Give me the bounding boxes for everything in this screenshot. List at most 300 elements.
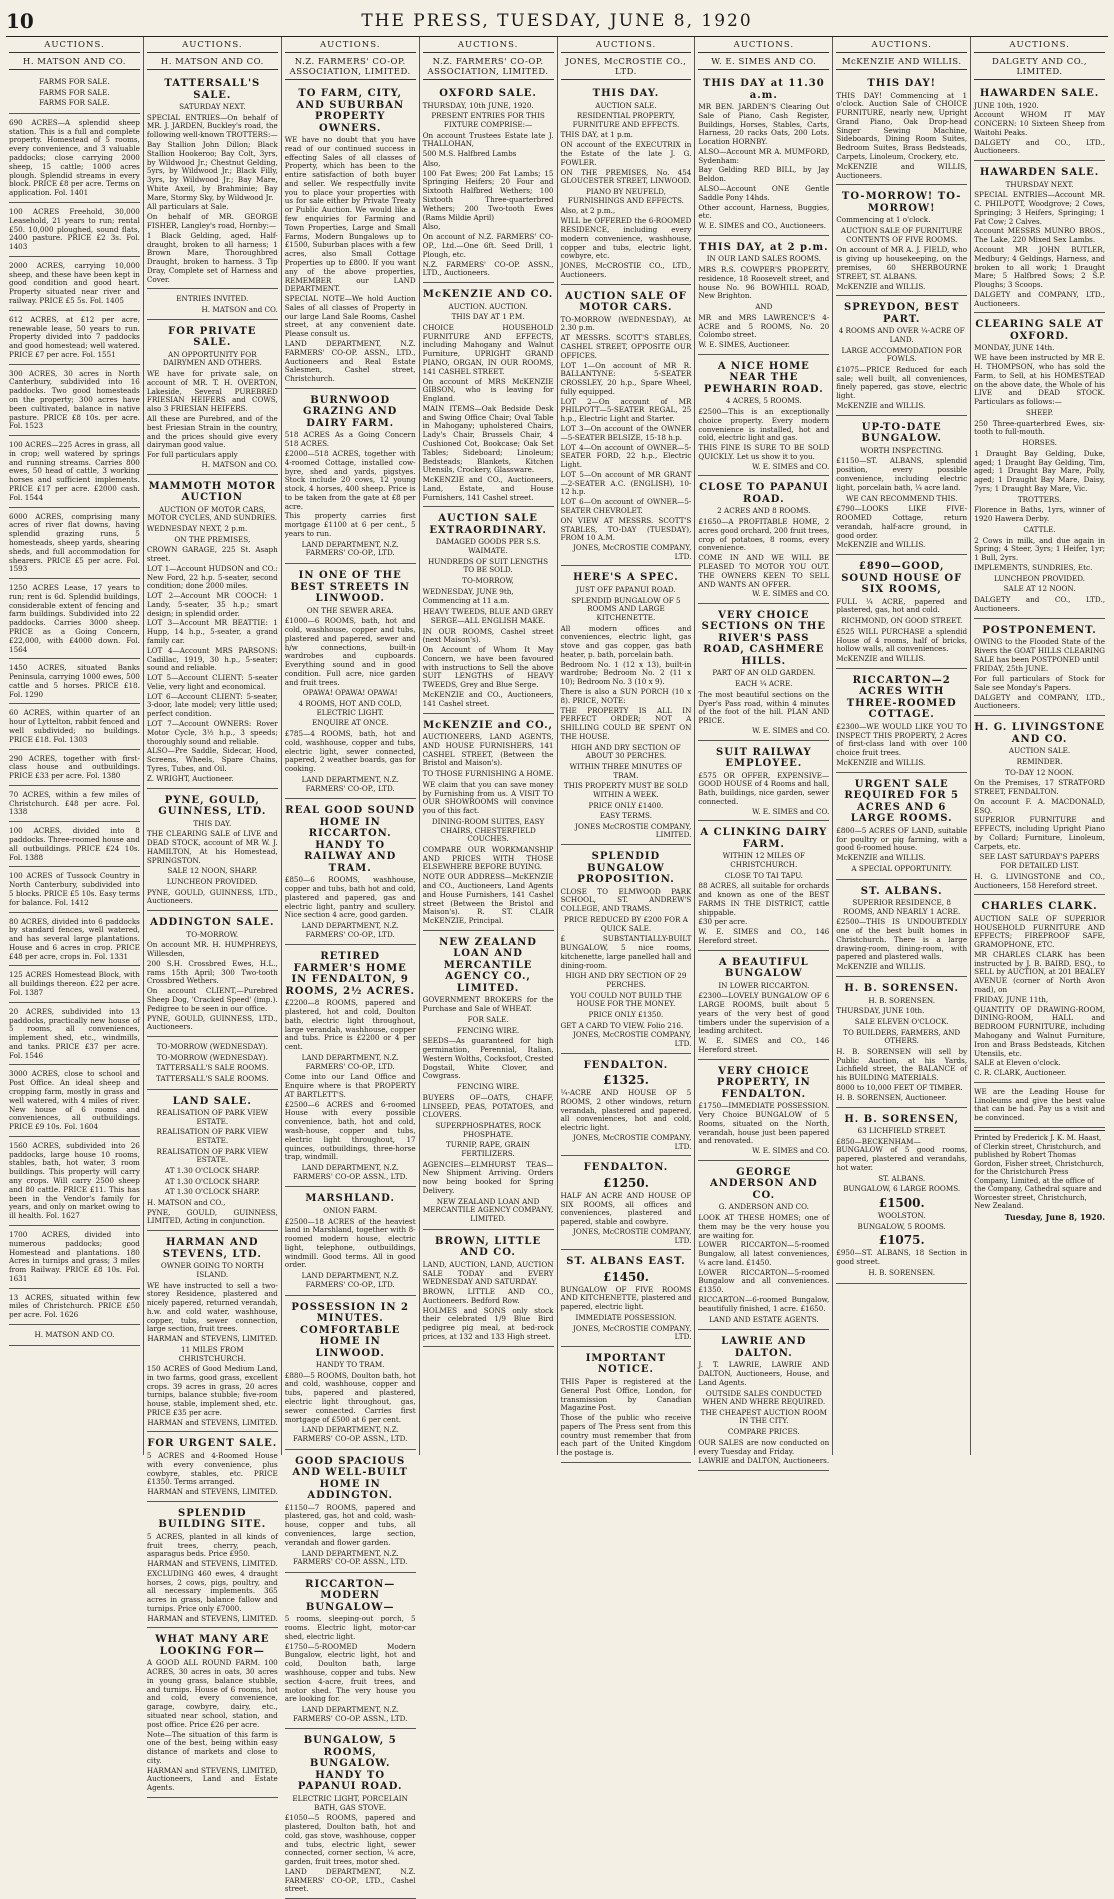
advertisement-text: 100 ACRES Freehold, 30,000 Leasehold, 21 years to run; rental £50. 10,000 ploughed, sound flats, 2400 pasture. PRICE £2 3s. Fol. 1403	[9, 206, 140, 252]
advertisement-subheading: OWNER GOING TO NORTH ISLAND.	[160, 1261, 264, 1279]
auctioneer-signature: JONES, McCROSTIE COMPANY, LTD.	[573, 1323, 692, 1342]
advertisement-title: CLOSE TO PAPANUI ROAD.	[699, 482, 829, 505]
advertisement-subheading: REALISATION OF PARK VIEW ESTATE.	[156, 1146, 269, 1165]
advertisement-text: PYNE, GOULD, GUINNESS, LTD., Auctioneers.	[146, 1013, 278, 1032]
advertisement	[9, 367, 140, 436]
advertisement-subheading: HANDY TO TRAM.	[315, 1360, 385, 1370]
advertisement-text: LAWRIE and DALTON, Auctioneers.	[698, 1456, 830, 1466]
advertisement-text: IN OUR ROOMS, Cashel street (next Maison's).	[422, 626, 554, 645]
advertisement-title: LAWRIE AND DALTON.	[721, 1336, 807, 1359]
advertisement-text: H. B. SORENSEN, Auctioneer.	[836, 1092, 947, 1102]
advertisement-text: £1150—ST. ALBANS, splendid position, every possible convenience, including electric light, porcelain bath, ¼ acre land.	[836, 456, 968, 492]
advertisement	[285, 1575, 416, 1730]
advertisement-text: Also,	[422, 222, 441, 232]
advertisement-text: CROWN GARAGE, 225 St. Asaph street.	[146, 545, 278, 563]
advertisement-subheading: THIS DAY AT 1 P.M.	[451, 312, 525, 322]
advertisement-subheading: PRICE REDUCED BY £200 FOR A QUICK SALE.	[563, 914, 688, 933]
advertisement-subheading: LAND DEPARTMENT, N.Z. FARMERS' CO-OP., LTD.	[301, 539, 399, 558]
advertisement	[836, 557, 967, 669]
advertisement-text: 1250 ACRES Lease, 17 years to run; rent is 6d. Splendid buildings, considerable extent of fencing and farm buildings. Subdivided into 22 paddocks. Carries 3000 sheep. PRICE as a Going Concern, £22,000, with £4000 down. Fol. 1564	[9, 583, 140, 654]
advertisement-text: Bedroom No. 1 (12 x 13), built-in wardrobe; Bedroom No. 2 (11 x 10); Bedroom No. 3 (10 x 9).	[560, 659, 692, 687]
advertisement-text: McKENZIE and WILLIS.	[836, 853, 926, 863]
auctioneer-signature: JONES, McCROSTIE COMPANY, LTD.	[573, 543, 692, 561]
advertisement-subheading: H. B. SORENSEN.	[868, 995, 936, 1005]
advertisement-subheading: AUCTION SALE.	[1008, 746, 1071, 756]
advertisement-title: THIS DAY.	[592, 88, 660, 99]
advertisement	[9, 706, 140, 749]
advertisement-title: NEW ZEALAND LOAN AND MERCANTILE AGENCY CO., LIMITED.	[439, 936, 537, 994]
advertisement-text: For full particulars of Stock for Sale see Monday's Papers.	[974, 674, 1105, 692]
advertisement-subheading: YOU COULD NOT BUILD THE HOUSE FOR THE MONEY.	[570, 990, 682, 1009]
advertisement-title: ST. ALBANS.	[860, 885, 943, 897]
advertisement-subheading: LAND DEPARTMENT, N.Z. FARMERS' CO-OP. ASSN., LTD.	[292, 1548, 408, 1567]
advertisement-text: 2000 ACRES, carrying 10,000 sheep, and these have been kept in good condition and good heart. Property situated near river and railway. PRICE £5 5s. Fol. 1405	[9, 260, 140, 305]
advertisement-subheading: EASY TERMS.	[599, 811, 653, 821]
advertisement-text: DALGETY and COMPANY, LTD., Auctioneers.	[974, 289, 1105, 308]
advertisement-text: 150 ACRES of Good Medium Land, in two farms, good grass, excellent crops. 39 acres in grass, 20 acres turnips, balance stubble; five-room house, stable, implement shed, etc. PRICE £35 per acre.	[146, 1364, 278, 1418]
advertisement-subheading: ON THE SEWER AREA.	[306, 605, 394, 615]
advertisement-text: 100 Fat Ewes; 200 Fat Lambs; 15 Springing Heifers; 20 Four and Sixtooth Halfbred Wethers; 100 Sixtooth Three-quarterbred Wethers; 200 Two-tooth Ewes (Rams Mildie April)	[422, 168, 554, 222]
advertisement-text: PYNE, GOULD, GUINNESS, LTD., Auctioneers.	[146, 887, 278, 906]
advertisement-text: 5 ACRES and 4-Roomed House with every convenience, plus cowbyre, stables, etc. PRICE £1350. Terms arranged.	[146, 1450, 278, 1487]
advertisement-subheading: AUCTION SALE OF FURNITURE CONTENTS OF FIVE ROOMS.	[840, 226, 963, 244]
auctioneer-signature: HARMAN and STEVENS, LIMITED.	[147, 1559, 278, 1569]
advertisement-text: BUYERS OF—OATS, CHAFF, LINSEED, PEAS, POTATOES, and CLOVERS.	[422, 1092, 554, 1120]
advertisement-text: 100 ACRES of Tussock Country in North Canterbury, subdivided into 5 blocks. PRICE £5 10s. Easy terms for balance. Fol. 1412	[9, 871, 140, 907]
advertisement-text: LAND DEPARTMENT, N.Z. FARMERS' CO-OP., LTD., Cashel street.	[284, 1866, 416, 1894]
advertisement-title: TATTERSALL'S SALE.	[164, 78, 261, 101]
advertisement-text: SUPERIOR FURNITURE and EFFECTS, including Upright Piano by Collard; Furniture, Linoleum, Carpets, etc.	[974, 815, 1105, 851]
advertisement	[698, 1332, 829, 1471]
advertisement-subheading: 4 ROOMS AND OVER ¼-ACRE OF LAND.	[838, 326, 965, 344]
advertisement-subheading: A SPECIAL OPPORTUNITY.	[851, 863, 953, 873]
advertisement-text: All these are Purebred, and of the best Friesian Strain in the country, and the prices should give every dairyman good value.	[146, 413, 278, 450]
advertisement-text: LOT 4—Account MRS PARSONS: Cadillac, 1919, 30 h.p., 5-seater; sound and reliable.	[146, 645, 278, 673]
advertisement-text: 518 ACRES As a Going Concern 518 ACRES.	[284, 430, 416, 449]
advertisement-title: H. B. SORENSEN.	[844, 983, 960, 995]
advertisement	[147, 1092, 278, 1232]
price-figure: £1075.	[878, 1233, 925, 1248]
advertisement-text: GOVERNMENT BROKERS for the Purchase and Sale of WHEAT.	[422, 995, 554, 1014]
advertisement-subheading: FARMS FOR SALE.	[39, 87, 110, 97]
advertisement	[974, 621, 1105, 717]
advertisement	[836, 882, 967, 977]
advertisement-subheading: 4 ROOMS, HOT AND COLD, ELECTRIC LIGHT.	[298, 699, 402, 717]
advertisement-text: 5 rooms, sleeping-out porch, 5 rooms. Electric light, motor-car shed, electric light.	[284, 1614, 416, 1641]
advertisement-subheading: DAMAGED GOODS PER S.S. WAIMATE.	[435, 537, 541, 556]
advertisement	[423, 509, 554, 713]
advertisement-text: WE claim that you can save money by Furnishing from us. A VISIT TO OUR SHOWROOMS will convince you of this fact.	[422, 779, 554, 816]
advertisement-text: EXCLUDING 460 ewes, 4 draught horses, 2 cows, pigs, poultry, and all necessary implements. 365 acres in grass, balance fallow and turnips. Price only £7000.	[146, 1568, 278, 1613]
advertisement-subheading: ST. ALBANS.	[878, 1173, 926, 1183]
advertisement-text: SEEDS—As guaranteed for high germination, Perennial, Italian, Western Wolths, Cocksfoot, Crested Dogstail, White Clover, and Cowgrass.	[422, 1036, 554, 1081]
advertisement-title: BROWN, LITTLE AND CO.	[435, 1235, 542, 1259]
advertisement-text: IMPLEMENTS, SUNDRIES, Etc.	[974, 562, 1093, 572]
advertisement-title: SPLENDID BUILDING SITE.	[158, 1507, 267, 1531]
advertisement-text: LOT 5—Account CLIENT: 5-seater Velie, very light and economical.	[146, 673, 278, 691]
advertisement-text: LAND, AUCTION, LAND, AUCTION SALE TODAY and EVERY WEDNESDAY AND SATURDAY.	[422, 1259, 554, 1287]
advertisement-text: Account MR JOHN BUTLER, Medbury; 4 Geldings, Harness, and broken to all work; 1 Draught Mare; 5 Halfbred Sows; 2 S.P. Ploughs; 3 Scoops.	[974, 245, 1105, 290]
advertisement-subheading: WE CAN RECOMMEND THIS.	[845, 493, 958, 503]
advertisement-subheading: 11 MILES FROM CHRISTCHURCH.	[178, 1344, 246, 1363]
advertisement	[836, 298, 967, 415]
masthead	[6, 6, 1108, 37]
advertisement-title: URGENT SALE REQUIRED FOR 5 ACRES AND 6 LARGE ROOMS.	[844, 778, 960, 825]
advertisement-subheading: LAND DEPARTMENT, N.Z. FARMERS' CO-OP., LTD.	[301, 774, 399, 793]
advertisement-title: CHARLES CLARK.	[981, 901, 1098, 913]
advertisement-text: AT MESSRS. SCOTT'S STABLES, CASHEL STREET, OPPOSITE OUR OFFICES.	[560, 333, 692, 360]
advertisement-text: On account CLIENT,—Purebred Sheep Dog, 'Cracked Speed' (imp.). Pedigree to be seen in our office.	[146, 986, 278, 1013]
advertisement	[561, 568, 692, 845]
advertisement	[423, 933, 554, 1230]
advertisement-text: TO-MORROW (WEDNESDAY), At 2.30 p.m.	[560, 314, 692, 333]
advertisement-title: MAMMOTH MOTOR AUCTION	[148, 480, 276, 503]
advertisement-subheading: LAND DEPARTMENT, N.Z. FARMERS' CO-OP., LTD.	[301, 1053, 399, 1071]
advertisement-subheading: CATTLE.	[1023, 524, 1056, 534]
advertisement-text: PYNE, GOULD, GUINNESS, LIMITED, Acting in conjunction.	[146, 1207, 278, 1226]
advertisement-text: Account MESSRS MUNRO BROS., The Lake, 220 Mixed Sex Lambs.	[974, 226, 1105, 245]
advertisement-title: FENDALTON.	[583, 1059, 669, 1071]
advertisement-title: OXFORD SALE.	[439, 88, 537, 99]
price-figure: £1450.	[602, 1269, 649, 1284]
advertisement-subheading: PIANO BY NEUFELD, FURNISHINGS AND EFFECTS.	[567, 187, 684, 205]
advertisement-subheading: FOR SALE.	[467, 1014, 509, 1024]
advertisement-text: Those of the public who receive papers of The Press sent from this country must remember that from each part of the United Kingdom the postage is.	[560, 1413, 692, 1458]
advertisement-title: THIS DAY, at 2 p.m.	[699, 241, 829, 253]
advertisement-text: 20 ACRES, subdivided into 13 paddocks, practically new house of 5 rooms, all conveniences, implement shed, etc., windmills, and tanks. PRICE £37 per acre. Fol. 1546	[9, 1006, 140, 1060]
advertisement-subheading: LAND DEPARTMENT, N.Z. FARMERS' CO-OP. ASSN., LTD.	[292, 1705, 408, 1723]
advertisement-title: ADDINGTON SALE.	[150, 917, 275, 929]
column-heading: AUCTIONS.	[836, 37, 967, 53]
advertisement-text: LOT 6—On account of OWNER—5-SEATER CHEVROLET.	[560, 497, 692, 516]
advertisement-subheading: TO-MORROW.	[186, 929, 239, 939]
advertisement-subheading: ON THE PREMISES,	[174, 534, 251, 544]
advertisement-text: SPECIAL ENTRIES—On behalf of MR. J. JARDEN, Buckley's road, the following well-known TROTTERS:—	[146, 112, 278, 140]
advertisement-text: 1 Black Gelding, aged, Half-draught, broken to all harness; 1 Brown Mare, Thoroughbred Draught, broken to harness. 3 Tip Dray, Complete set of Harness and Cover.	[146, 230, 278, 284]
advertisement-subheading: OUTSIDE SALES CONDUCTED WHEN AND WHERE REQUIRED.	[702, 1388, 826, 1407]
column-5	[558, 37, 696, 1458]
advertisement-subheading: AN OPPORTUNITY FOR DAIRYMEN AND OTHERS.	[162, 349, 262, 368]
advertisement-subheading: OPAWA! OPAWA! OPAWA!	[302, 688, 398, 698]
advertisement-title: ST. ALBANS EAST.	[566, 1256, 686, 1268]
imprint-date: Tuesday, June 8, 1920.	[1004, 1211, 1105, 1222]
advertisement-text: WE have no doubt that you have read of our continued success in effecting Sales of all classes of Property, which has been to the entire satisfaction of both buyer and seller. We respectfully invite you to place your properties with us for sale either by Private Treaty or Public Auction. We would like a few enquiries for Farming and Town Properties, Large and Small Farms, Modern Bungalows up to £1500, Suburban places with a few acres, also Small Cottage Properties up to £800. If you want any of the above properties, REMEMBER our LAND DEPARTMENT.	[284, 135, 416, 294]
advertisement-text: £950—ST. ALBANS, 18 Section in good street.	[836, 1248, 968, 1267]
advertisement-text: Account WHOM IT MAY CONCERN: 10 Sixteen Sheep from Waitohi Peaks.	[974, 110, 1105, 137]
advertisement	[974, 315, 1105, 618]
advertisement-text: £2300—WE WOULD LIKE YOU TO INSPECT THIS PROPERTY, 2 Acres of first-class land with over 100 choice fruit trees.	[836, 721, 968, 758]
auctioneer-signature: JONES, McCROSTIE COMPANY, LTD.	[573, 1133, 692, 1151]
auctioneer-signature: HARMAN and STEVENS, LIMITED.	[147, 1417, 278, 1427]
page-number: 10	[6, 9, 34, 33]
advertisement-subheading: WITHIN THREE MINUTES OF TRAM.	[569, 761, 683, 780]
advertisement	[147, 1039, 278, 1090]
advertisement	[9, 968, 140, 1002]
advertisement	[423, 716, 554, 931]
advertisement-subheading: EACH ¼ ACRE.	[735, 679, 793, 689]
advertisement-title: HAWARDEN SALE.	[979, 88, 1100, 99]
advertisement-text: For full particulars apply	[146, 450, 238, 460]
advertisement	[561, 84, 692, 285]
advertisement-title: HAWARDEN SALE.	[979, 167, 1100, 179]
advertisement-subheading: SATURDAY NEXT.	[179, 102, 246, 111]
advertisement-text: ALSO—Pre Saddle, Sidecar, Hood, Screens, Wheels, Spare Chains, Tyres, Tubes, and Oil.	[146, 746, 278, 773]
advertisement-text: All modern offices and conveniences, electric light, gas stove and gas copper, gas bath heater, p. bath, porcelain bath.	[560, 623, 692, 659]
auctioneer-signature: HARMAN and STEVENS, LIMITED.	[147, 1613, 278, 1623]
advertisement-subheading: THIS DAY.	[193, 818, 232, 828]
advertisement-text: MR and MRS LAWRENCE'S 4-ACRE and 5 ROOMS, No. 20 Colombo street.	[698, 312, 830, 340]
advertisement-text: GET A CARD TO VIEW. Folio 216.	[560, 1020, 684, 1030]
advertisement	[698, 478, 829, 604]
advertisement	[9, 581, 140, 659]
advertisement-text: W. E. SIMES and CO., Auctioneers.	[698, 221, 826, 231]
advertisement-text: Also,	[422, 158, 441, 168]
advertisement	[836, 418, 967, 555]
advertisement-text: 250 Three-quarterbred Ewes, six-tooth to full-mouth.	[974, 418, 1105, 437]
advertisement-text: £525 WILL PURCHASE a splendid House of 4 rooms, half of bricks, hollow walls, all conveniences.	[836, 626, 968, 654]
advertisement-text: 88 ACRES, all suitable for orchards and known as one of the BEST FARMS IN THE DISTRICT, cattle shippable.	[698, 881, 830, 917]
advertisement-text: LOT 2—Account MR COOCH: 1 Landy, 5-seater, 35 h.p.; smart design; in splendid order.	[146, 591, 278, 618]
advertisement-text: ALSO—Account ONE Gentle Saddle Pony 14hds.	[698, 184, 830, 202]
advertisement	[285, 1452, 416, 1573]
advertisement-text: 5 ACRES, planted in all kinds of fruit trees, cherry, peach, asparagus beds. Price £950.	[146, 1531, 278, 1559]
advertisement-subheading: FENCING WIRE.	[456, 1025, 520, 1035]
advertisement-text: McKENZIE and CO., Auctioneers, 141 Cashel street.	[422, 689, 554, 708]
advertisement-text: LOT 3—On account of the OWNER—5-SEATER BELSIZE, 15-18 h.p.	[560, 424, 692, 442]
advertisement-text: 300 ACRES, 30 acres in North Canterbury, subdivided into 16 paddocks. Two good homesteads on the property; 300 acres have been cultivated, balance in native pasture. PRICE £8 10s. per acre. Fol. 1523	[9, 368, 140, 431]
advertisement-text: 8000 to 10,000 FEET OF TIMBER.	[836, 1083, 963, 1092]
advertisement-text: WILL be OFFERED the 6-ROOMED RESIDENCE, including every modern convenience, washhouse, copper and tubs, electric light, cowbyre, etc.	[560, 216, 692, 261]
column-4	[420, 37, 558, 1455]
advertisement-text: McKENZIE and CO., Auctioneers, Land, Estate, and House Furnishers, 141 Cashel street.	[422, 475, 554, 502]
advertisement-text: MONDAY, JUNE 14th.	[974, 343, 1055, 353]
advertisement-text: J. T. LAWRIE, LAWRIE AND DALTON, Auctioneers, House, and Land Agents.	[698, 1360, 830, 1387]
advertisement-title: AUCTION SALE EXTRAORDINARY.	[429, 513, 547, 536]
advertisement-text: 3000 ACRES, close to school and Post Office. An ideal sheep and cropping farm, mostly in grass and well watered, with 4 miles of river. New house of 6 rooms and conveniences, all outbuildings. PRICE £9 10s. Fol. 1604	[9, 1069, 140, 1132]
advertisement-text: On account of MR A. J. FIELD, who is giving up housekeeping, on the premises, 60 SHERBOURNE STREET, ST. ALBANS.	[836, 245, 968, 281]
auctioneer-signature: JONES, McCROSTIE COMPANY, LTD.	[573, 1226, 692, 1245]
advertisement-subheading: TO BUILDERS, FARMERS, AND OTHERS.	[843, 1027, 961, 1046]
advertisement-text: LOT 1—On account of MR R. BALLANTYNE: 5-SEATER CROSSLEY, 20 h.p., Spare Wheel, fully equipped.	[560, 360, 692, 396]
advertisement-text: Z. WRIGHT, Auctioneer.	[146, 773, 234, 783]
advertisement-subheading: LAND DEPARTMENT, N.Z. FARMERS' CO-OP. ASSN., LTD.	[292, 1163, 408, 1181]
advertisement-subheading: THURSDAY NEXT.	[1005, 179, 1074, 189]
advertisement	[285, 1298, 416, 1450]
advertisement-subheading: HIGH AND DRY SECTION OF 29 PERCHES.	[565, 971, 687, 989]
advertisement-text: THIS DAY, at 1 p.m.	[560, 130, 633, 140]
advertisement-text: £880—5 ROOMS, Doulton bath, hot and cold, washhouse, copper and tubs, papered and plastered, electric light throughout, gas, sewer connected. Carries first mortgage of £500 at 6 per cent.	[284, 1370, 416, 1424]
advertisement	[9, 915, 140, 967]
advertisement	[974, 897, 1105, 1083]
advertisement-text: 290 ACRES, together with first-class house and outbuildings. PRICE £33 per acre. Fol. 1380	[9, 753, 140, 781]
advertisement-text: 60 ACRES, within quarter of an hour of Lyttelton, rabbit fenced and well subdivided; no buildings. PRICE £18. Fol. 1303	[9, 708, 140, 744]
advertisement-subheading: RICHMOND, ON GOOD STREET.	[841, 616, 963, 626]
advertisement	[9, 205, 140, 257]
advertisement	[9, 259, 140, 311]
advertisement-text: JUNE 10th, 1920.	[974, 100, 1039, 110]
advertisement-text: ON THE PREMISES, No. 454 GLOUCESTER STREET, LINWOOD.	[560, 167, 692, 186]
advertisement-text: LAND DEPARTMENT, N.Z. FARMERS' CO-OP. ASSN., LTD., Auctioneers and Real Estate Salesmen, Cashel street, Christchurch.	[284, 338, 416, 384]
advertisement	[9, 438, 140, 507]
advertisement-subheading: TO-MORROW,	[462, 576, 514, 586]
advertisement-text: SALE at Eleven o'clock.	[974, 1058, 1061, 1068]
advertisement-title: HERE'S A SPEC.	[573, 572, 679, 584]
advertisement-title: A NICE HOME NEAR THE PEWHARIN ROAD.	[703, 360, 824, 395]
advertisement-subheading: AT 1.30 O'CLOCK SHARP.	[164, 1187, 260, 1197]
advertisement-text: 690 ACRES—A splendid sheep station. This is a full and complete property. Homestead of 5 rooms, every convenience, and 3 valuable paddocks; close carrying 2000 sheep, 15 cattle; 1000 acres plough. Splendid streams in every block. PRICE £8 per acre. Terms on application. Fol. 1401	[9, 117, 140, 198]
advertisement-subheading: TO-MORROW (WEDNESDAY).	[156, 1052, 268, 1062]
advertisement-subheading: H. B. SORENSEN.	[868, 1267, 936, 1277]
advertisement-text: 13 ACRES, situated within few miles of Christchurch. PRICE £50 per acre. Fol. 1626	[9, 1292, 140, 1320]
advertisement-text: A GOOD ALL ROUND FARM. 100 ACRES, 30 acres in oats, 30 acres in young grass, balance stubble, and turnips. House of 6 rooms, hot and cold, every convenience, garage, cowbyre, dairy, etc., situated near school, station, and post office. Price £26 per acre.	[146, 1658, 278, 1729]
advertisement	[836, 979, 967, 1108]
advertisement	[561, 1158, 692, 1250]
advertisement-text: 100 ACRES—225 Acres in grass, all in crop; well watered by springs and running streams. Carries 800 ewes, 50 head of cattle, 3 working horses and sufficient implements. PRICE £17 per acre. £2000 cash. Fol. 1544	[9, 440, 140, 502]
column-7	[833, 37, 971, 1455]
column-6	[695, 37, 833, 1466]
advertisement-text: Florence in Baths, 1yrs, winner of 1920 Hawera Derby.	[974, 505, 1105, 524]
advertisement	[9, 752, 140, 786]
advertisement-text: On account F. A. MACDONALD, ESQ.	[974, 796, 1105, 815]
advertisement-text: LOT 2—On account of MR PHILPOTT—5-SEATER REGAL, 25 h.p., Electric Light and Starter.	[560, 396, 692, 424]
advertisement-text: HOLMES and SONS only stock their celebrated 1/9 Blue Bird pedigree pig meal, at bed-rock prices, at 132 and 133 High street.	[422, 1305, 554, 1341]
advertisement-text: £1000—6 ROOMS, bath, hot and cold, washhouse, copper and tubs, plastered and papered, sewer and h/w connections, built-in wardrobes and cupboards. Everything sound and in good condition. Full acre, nice garden and fruit trees.	[284, 616, 416, 687]
advertisement-title: H. G. LIVINGSTONE AND CO.	[974, 722, 1105, 745]
advertisement-title: £890—GOOD, SOUND HOUSE OF SIX ROOMS,	[841, 561, 963, 596]
advertisement	[147, 74, 278, 289]
advertisement-subheading: AUCTION OF MOTOR CARS, MOTOR CYCLES, AND SUNDRIES.	[147, 504, 278, 523]
advertisement-text: N.Z. FARMERS' CO-OP. ASSN., LTD., Auctioneers.	[422, 259, 554, 278]
advertisement-subheading: CLOSE TO TAI TAPU.	[724, 870, 803, 880]
advertisement-subheading: WORTH INSPECTING.	[860, 445, 944, 455]
advertisement-text: LOWER RICCARTON—5-roomed Bungalow and all conveniences. £1350.	[698, 1267, 830, 1295]
advertisement-subheading: IMMEDIATE POSSESSION.	[575, 1313, 677, 1323]
column-heading: AUCTIONS.	[147, 37, 278, 53]
advertisement-title: SPLENDID BUNGALOW PROPOSITION.	[577, 851, 675, 886]
advertisement-text: Other account, Harness, Buggies, etc.	[698, 202, 830, 221]
price-figure: £1325.	[602, 1073, 649, 1088]
auctioneer-signature: W. E. SIMES and CO.	[752, 461, 830, 471]
advertisement	[9, 74, 140, 114]
advertisement-subheading: SUPERPHOSPHATES, ROCK PHOSPHATE.	[435, 1121, 541, 1139]
advertisement-text: LOOK AT THESE HOMES; one of them may be the very house you are waiting for.	[698, 1212, 830, 1240]
advertisement-title: BUNGALOW, 5 ROOMS, BUNGALOW. HANDY TO PAPANUI ROAD.	[297, 1735, 403, 1793]
advertisement	[423, 84, 554, 283]
advertisement-subheading: SHEEP.	[1025, 407, 1054, 417]
advertisement	[147, 1630, 278, 1798]
advertisement	[698, 743, 829, 822]
auctioneer-signature: W. E. SIMES and CO.	[752, 1146, 830, 1156]
advertisement-subheading: COMPARE PRICES.	[727, 1427, 800, 1437]
advertisement-text: £2500—This is an exceptionally choice property. Every modern convenience is installed, hot and cold, electric light and gas.	[698, 407, 830, 443]
advertisement-text: H. MATSON and CO.,	[146, 1197, 226, 1207]
advertisement-subheading: REALISATION OF PARK VIEW ESTATE.	[156, 1108, 269, 1126]
advertisement-subheading: WOOLSTON.	[877, 1211, 926, 1221]
advertisement	[147, 1434, 278, 1501]
advertisement-subheading: TATTERSALL'S SALE ROOMS.	[156, 1063, 269, 1073]
imprint-footer	[974, 1130, 1105, 1223]
advertisement-text: £785—4 ROOMS, bath, hot and cold, washhouse, copper and tubs, electric light, sewer connected, papered, 2 weather boards, gas for cooking.	[284, 728, 416, 774]
advertisement-subheading: HORSES.	[1022, 438, 1057, 448]
advertisement-text: On account Trustees Estate late J. THALLOHAN,	[422, 130, 554, 149]
advertisement-subheading: LAND DEPARTMENT, N.Z. FARMERS' CO-OP., LTD.	[301, 1271, 399, 1289]
advertisement-text: MAIN ITEMS—Oak Bedside Desk and Swing Office Chair; Oval Table in Mahogany; upholstered Chairs, Lady's Chair, Brussels Chair, 4 Cushioned Cot, Bookcase; Oak Set Tables; Sideboard; Linoleum; Bedsteads; Blankets, Kitchen Utensils, Crockery, Glassware.	[422, 403, 554, 475]
advertisement-text: £2500—6 ACRES and 6-roomed House with every possible convenience, bath, hot and cold, wash-house, copper and tubs, electric light throughout, 17 quinces, outbuildings, three-horse trap, windmill.	[284, 1099, 416, 1162]
advertisement-text: WE are the Leading House for Linoleums and give the best value that can be had. Pay us a visit and be convinced.	[974, 1086, 1105, 1123]
advertisement-subheading: TURNIP, RAPE, GRAIN FERTILIZERS.	[446, 1140, 531, 1159]
advertisement-text: HALF AN ACRE AND HOUSE OF SIX ROOMS, all offices and conveniences, plastered and papered, stable and cowbyre.	[560, 1190, 692, 1227]
advertisement	[836, 775, 967, 880]
advertisement-subheading: IN LOWER RICCARTON.	[718, 980, 810, 990]
advertisement	[285, 391, 416, 564]
price-figure: £1500.	[878, 1196, 925, 1211]
advertisement	[561, 1349, 692, 1463]
advertisement-text: SPECIAL ENTRIES—Account MR. C. PHILPOTT, Woodgrove; 2 Cows, Springing; 3 Heifers, Springing; 1 Fat Cow; 2 Calves.	[974, 190, 1105, 226]
advertisement	[836, 671, 967, 773]
auctioneer-signature: JONES, McCROSTIE COMPANY, LTD.	[573, 1030, 692, 1048]
advertisement-subheading: RESIDENTIAL PROPERTY, FURNITURE AND EFFECTS.	[572, 111, 680, 129]
advertisement	[285, 801, 416, 945]
advertisement-subheading: LAND AND ESTATE AGENTS.	[708, 1314, 819, 1324]
advertisement-text: AUCTIONEERS, LAND AGENTS, AND HOUSE FURNISHERS, 141 CASHEL STREET, (Between the Bristol and Maison's).	[422, 732, 554, 768]
advertisement-subheading: THE CHEAPEST AUCTION ROOM IN THE CITY.	[700, 1407, 827, 1426]
imprint-text: Printed by Frederick J. K. M. Haast, of Clerkin street, Christchurch, and published by Robert Thomas Gordon, Fisher street, Christchurch, for the Christchurch Press Company, Limited, at the office of the Company, Cathedral square and Worcester street, Christchurch, New Zealand.	[974, 1133, 1104, 1211]
advertisement-text: THE CLEARING SALE of LIVE and DEAD STOCK, account of MR W. J. HAMILTON, At his Homestead, SPRINGSTON.	[146, 829, 278, 865]
advertisement-text: McKENZIE and WILLIS.	[836, 962, 926, 972]
advertisement-title: THIS DAY at 11.30 a.m.	[702, 78, 825, 101]
advertisement-text: £850—6 ROOMS, washhouse, copper and tubs, bath hot and cold, plastered and papered, gas and electric light, pantry and scullery. Nice section 4 acre, good garden.	[284, 875, 416, 920]
advertisement-text: £790—LOOKS LIKE FIVE-ROOMED Cottage, return verandah, half-acre ground, in good order.	[836, 504, 968, 540]
auctioneer-signature: W. E. SIMES and CO.	[752, 589, 830, 599]
advertisement-title: A CLINKING DAIRY FARM.	[700, 827, 828, 850]
advertisement-title: REAL GOOD SOUND HOME IN RICCARTON. HANDY TO RAILWAY AND TRAM.	[285, 805, 416, 874]
column-subheading: McKENZIE AND WILLIS.	[836, 55, 967, 70]
advertisement-text: DALGETY and COMPANY, LTD., Auctioneers.	[974, 692, 1105, 711]
advertisement-subheading: LAND DEPARTMENT, N.Z. FARMERS' CO-OP. ASSN., LTD.	[292, 1425, 408, 1443]
column-subheading: W. E. SIMES AND CO.	[698, 55, 829, 70]
advertisement-text: On Account of Whom It May Concern, we have been favoured with instructions to Sell the above SUIT LENGTHS of HEAVY TWEEDS, Grey and Blue Serge.	[422, 645, 554, 690]
advertisement-text: BUNGALOW OF FIVE ROOMS AND KITCHENETTE, plastered and papered, electric light.	[560, 1284, 692, 1312]
column-8	[971, 37, 1108, 1455]
advertisement-text: FRIDAY, JUNE 11th,	[974, 994, 1049, 1004]
advertisement-text: CLOSE TO ELMWOOD PARK SCHOOL, ST. ANDREW'S COLLEGE, AND TRAMS.	[560, 886, 692, 914]
advertisement-text: There is also a SUN PORCH (10 x 8). PRICE, NOTE:	[560, 686, 692, 705]
advertisement-title: FENDALTON.	[583, 1162, 669, 1174]
advertisement	[285, 1189, 416, 1295]
advertisement-text: CHOICE HOUSEHOLD FURNITURE AND EFFECTS, including Mahogany and Walnut Furniture, UPRIGHT GRAND PIANO, ORGAN, IN OUR ROOMS, 141 CASHEL STREET.	[422, 322, 554, 376]
advertisement-subheading: TO THOSE FURNISHING A HOME.	[422, 769, 554, 779]
advertisement	[9, 788, 140, 822]
advertisement-subheading: PRESENT ENTRIES FOR THIS FIXTURE COMPRISE:—	[431, 111, 545, 129]
advertisement-text: 2 Cows in milk, and due again in Spring; 4 Steer, 3yrs; 1 Heifer, 1yr; 1 Bull, 2yrs.	[974, 535, 1105, 563]
advertisement-text: THURSDAY, 10th JUNE, 1920.	[422, 100, 534, 110]
advertisement	[561, 847, 692, 1054]
advertisement	[147, 322, 278, 475]
advertisement	[423, 1232, 554, 1347]
advertisement-text: 500 M.S. Halfbred Lambs	[422, 149, 517, 159]
advertisement-subheading: TATTERSALL'S SALE ROOMS.	[156, 1074, 269, 1083]
advertisement-subheading: WITHIN 12 MILES OF CHRISTCHURCH.	[722, 851, 806, 869]
advertisement-subheading: 63 LICHFIELD STREET.	[857, 1126, 946, 1136]
advertisement-text: WE have been instructed by MR E. H. THOMPSON, who has sold the Farm, to Sell, at his HOMESTEAD on the above date, the Whole of his LIVE and DEAD STOCK. Particulars as follows:—	[974, 353, 1105, 407]
advertisement-text: 200 S.H. Crossbred Ewes, H.L., rams 15th April; 300 Two-tooth Crossbred Wethers.	[146, 958, 278, 986]
advertisement-text: £ SUBSTANTIALLY-BUILT BUNGALOW, 5 nice rooms, kitchenette, large panelled hall and dining-room.	[560, 934, 692, 970]
advertisement-subheading: FARMS FOR SALE.	[39, 98, 110, 108]
advertisement-text: 125 ACRES Homestead Block, with all buildings thereon. £22 per acre. Fol. 1387	[9, 970, 140, 997]
advertisement-text: 1 Draught Bay Gelding, Duke, aged; 1 Draught Bay Gelding, Tim, aged; 1 Draught Bay Mare, Polly, aged; 1 Draught Bay Mare, Daisy, 7yrs; 1 Draught Bay Mare, Vic.	[974, 448, 1105, 493]
advertisement-text: 100 ACRES, divided into 8 paddocks. Three-roomed house and all outbuildings. PRICE £24 10s. Fol. 1388	[9, 826, 140, 862]
advertisement-text: C. R. CLARK, Auctioneer.	[974, 1068, 1067, 1078]
